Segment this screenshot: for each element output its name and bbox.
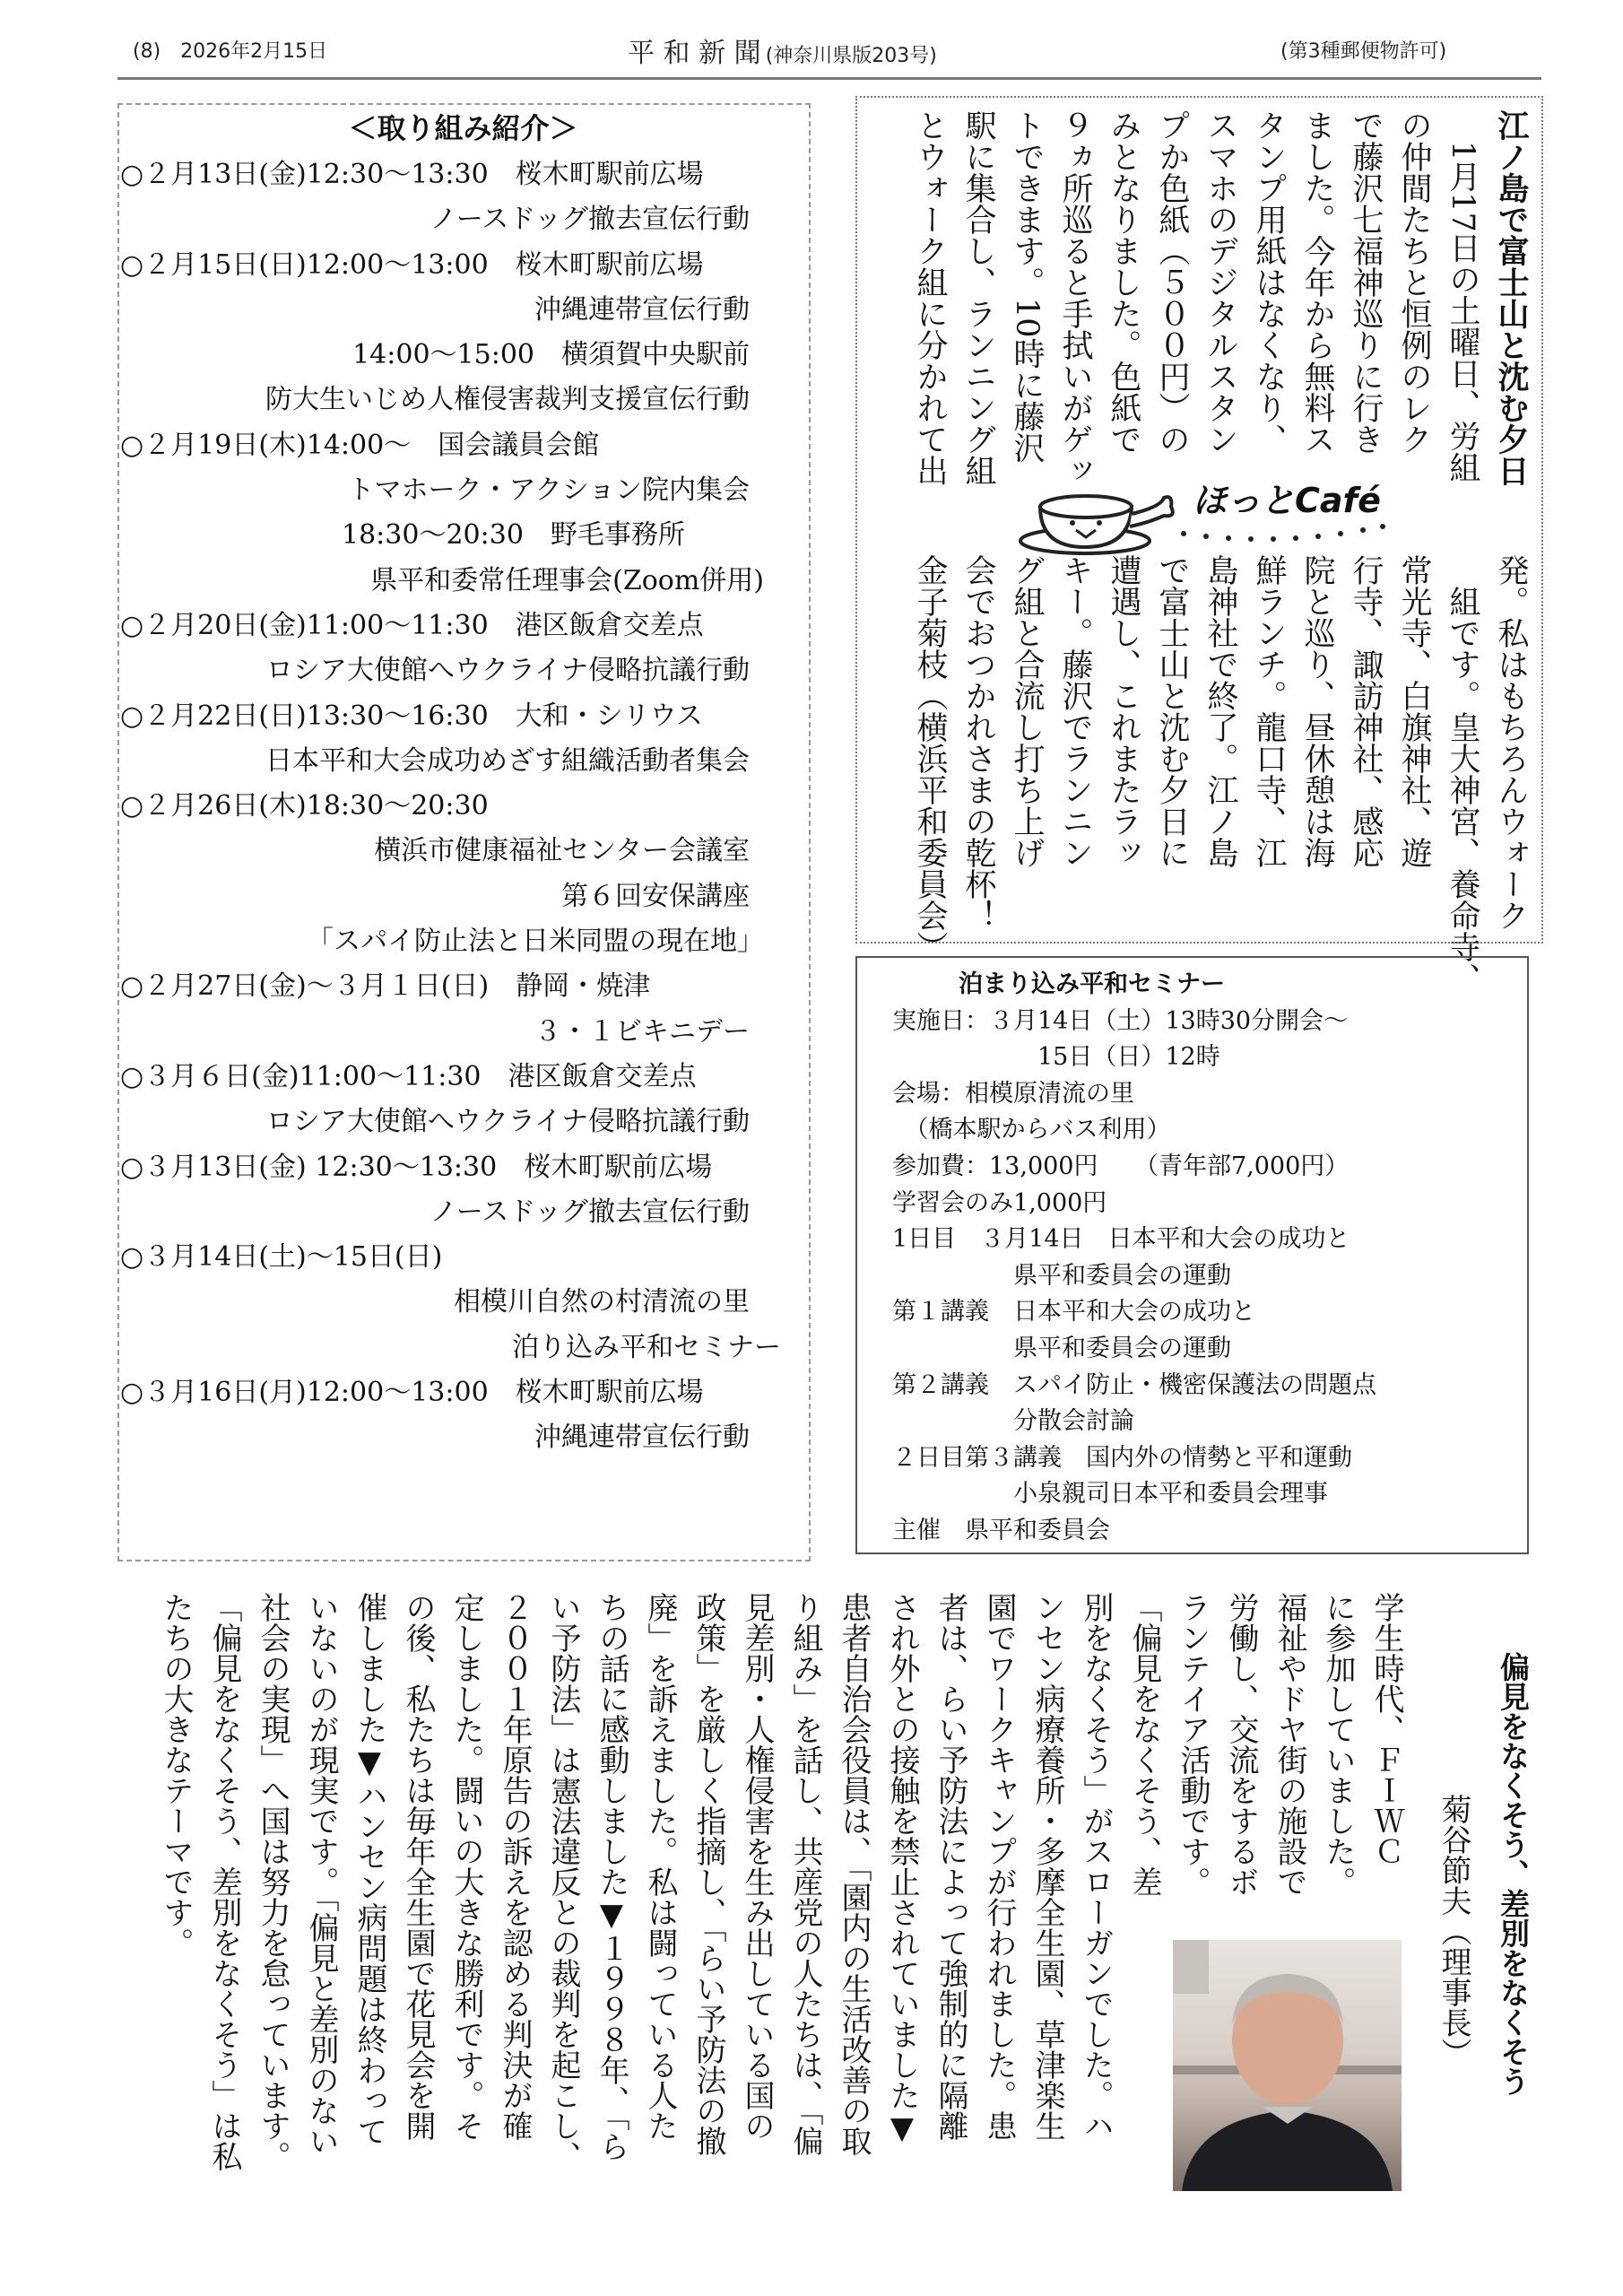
seminar-line: 15日（日）12時 [892, 1043, 1220, 1072]
schedule-line: 14:00～15:00 横須賀中央駅前 [352, 339, 750, 371]
schedule-line: ○３月13日(金) 12:30～13:30 桜木町駅前広場 [120, 1151, 713, 1183]
column-author: 菊谷節夫（理事長） [1436, 1794, 1471, 2068]
seminar-line: （橋本駅からバス利用） [892, 1116, 1171, 1144]
article-column: ９ヵ所巡ると手拭いがゲッ [1057, 109, 1093, 486]
article-column: ２００１年原告の訴えを認める判決が確 [497, 1592, 533, 2141]
article-byline: 金子菊枝（横浜平和委員会） [912, 554, 948, 962]
schedule-line: 第６回安保講座 [561, 880, 750, 912]
article-column: ンセン病療養所・多摩全生園、草津楽生 [1029, 1592, 1065, 2141]
schedule-line: 18:30～20:30 野毛事務所 [342, 519, 685, 552]
seminar-line: 主催 県平和委員会 [892, 1516, 1110, 1544]
seminar-line: 会場：相模原清流の里 [892, 1079, 1134, 1108]
article-column: 労働し、交流をするボ [1223, 1592, 1259, 1897]
seminar-title: 泊まり込み平和セミナー [959, 970, 1225, 998]
article-column: に参加していました。 [1320, 1592, 1356, 1897]
article-column: スマホのデジタルスタン [1202, 109, 1238, 455]
author-photo [1173, 1940, 1402, 2191]
enoshima-title: 江ノ島で富士山と沈む夕日 [1493, 109, 1529, 486]
schedule-line: ロシア大使館へウクライナ侵略抗議行動 [265, 655, 750, 687]
postal-permit: (第3種郵便物許可) [1280, 40, 1447, 63]
article-column: 見差別・人権侵害を生み出している国の [739, 1592, 775, 2141]
article-column: で富士山と沈む夕日に [1154, 554, 1190, 868]
portrait-image [1173, 1940, 1402, 2191]
article-column: の仲間たちと恒例のレク [1396, 109, 1432, 455]
article-column: タンプ用紙はなくなり、 [1251, 109, 1287, 455]
article-column: 発。私はもちろんウォーク [1493, 554, 1529, 931]
seminar-line: ２日目第３講義 国内外の情勢と平和運動 [892, 1443, 1352, 1472]
schedule-line: 沖縄連帯宣伝行動 [534, 1422, 750, 1454]
article-column: で藤沢七福神巡りに行き [1348, 109, 1384, 455]
seminar-line: 分散会討論 [892, 1407, 1134, 1436]
schedule-list [120, 152, 781, 1461]
schedule-line: ○２月13日(金)12:30～13:30 桜木町駅前広場 [120, 159, 704, 190]
schedule-line: ○２月26日(木)18:30～20:30 [120, 790, 489, 822]
schedule-line: ○３月16日(月)12:00～13:00 桜木町駅前広場 [120, 1377, 704, 1409]
schedule-line: ○２月15日(日)12:00～13:00 桜木町駅前広場 [120, 248, 704, 281]
schedule-line: ○２月19日(木)14:00～ 国会議員会館 [120, 429, 600, 461]
article-column: 常光寺、白旗神社、遊 [1396, 554, 1432, 868]
article-column: 島神社で終了。江ノ島 [1202, 554, 1238, 868]
schedule-line: ３・１ビキニデー [534, 1015, 750, 1048]
article-column: グ組と合流し打ち上げ [1009, 554, 1045, 868]
schedule-line: 日本平和大会成功めざす組織活動者集会 [265, 744, 750, 777]
article-column: い予防法」は憲法違反との裁判を起こし、 [545, 1592, 581, 2171]
article-column: ました。今年から無料ス [1299, 109, 1335, 455]
schedule-line: 横浜市健康福祉センター会議室 [374, 835, 750, 867]
article-column: 組です。皇大神宮、養命寺、 [1445, 586, 1480, 994]
article-column: いないのが現実です。「偏見と差別のない [303, 1592, 339, 2156]
seminar-line: 第２講義 スパイ防止・機密保護法の問題点 [892, 1370, 1376, 1399]
page-number-date: (8) 2026年2月15日 [133, 40, 328, 63]
schedule-line: トマホーク・アクション院内集会 [347, 474, 750, 507]
article-column: り組み」を話し、共産党の人たちは、「偏 [787, 1592, 823, 2156]
cafe-logo-text: ほっとCafé [1193, 481, 1381, 520]
article-column: 催しました▼ハンセン病問題は終わって [352, 1592, 387, 2146]
header-rule [117, 77, 1541, 80]
schedule-line: ノースドッグ撤去宣伝行動 [430, 1196, 750, 1228]
paper-name: 平 和 新 聞 [628, 38, 761, 69]
schedule-line: ノースドッグ撤去宣伝行動 [430, 204, 750, 236]
article-column: ランテイア活動です。 [1175, 1592, 1211, 1897]
article-column: プか色紙（５００円）の [1154, 109, 1190, 455]
article-column: 「偏見をなくそう、差別をなくそう」は私 [206, 1592, 242, 2171]
article-column: トできます。10時に藤沢 [1009, 109, 1045, 464]
masthead [628, 30, 937, 70]
seminar-line: 実施日：３月14日（土）13時30分開会～ [892, 1006, 1349, 1035]
hotto-cafe-logo [1013, 471, 1408, 561]
article-column: ちの話に感動しました▼１９９８年、「ら [594, 1592, 629, 2161]
article-column: 園でワークキャンプが行われました。患 [981, 1592, 1017, 2141]
article-column: 福祉やドヤ街の施設で [1271, 1592, 1307, 1897]
article-column: 院と巡り、昼休憩は海 [1299, 554, 1335, 868]
seminar-details [892, 967, 1520, 1550]
article-column: され外との接触を禁止されていました▼ [884, 1592, 920, 2146]
edition: (神奈川県版203号) [765, 45, 937, 67]
article-column: 廃」を訴えました。私は闘っている人た [642, 1592, 678, 2141]
article-column: とウォーク組に分かれて出 [912, 109, 948, 486]
article-column: 鮮ランチ。龍口寺、江 [1251, 554, 1287, 868]
schedule-line: ○２月22日(日)13:30～16:30 大和・シリウス [120, 700, 703, 732]
seminar-line: 第１講義 日本平和大会の成功と [892, 1298, 1255, 1326]
seminar-line: 県平和委員会の運動 [892, 1261, 1231, 1290]
article-column: 行寺、諏訪神社、感応 [1348, 554, 1384, 868]
schedule-line: 「スパイ防止法と日米同盟の現在地」 [307, 926, 764, 958]
schedule-line: ○２月20日(金)11:00～11:30 港区飯倉交差点 [120, 609, 704, 641]
article-column: 「偏見をなくそう、差 [1126, 1592, 1162, 1897]
schedule-line: 防大生いじめ人権侵害裁判支援宣伝行動 [265, 384, 750, 416]
seminar-line: 1日目 ３月14日 日本平和大会の成功と [892, 1225, 1350, 1254]
article-column: 定しました。闘いの大きな勝利です。そ [448, 1592, 484, 2141]
article-column: の後、私たちは毎年全生園で花見会を開 [400, 1592, 436, 2141]
schedule-line: ロシア大使館へウクライナ侵略抗議行動 [265, 1106, 750, 1138]
article-column: キー。藤沢でランニン [1057, 554, 1093, 868]
article-column: 患者自治会役員は、「園内の生活改善の取 [836, 1592, 872, 2156]
schedule-line: ○２月27日(金)～３月１日(日) 静岡・焼津 [120, 970, 651, 1003]
schedule-line: 県平和委常任理事会(Zoom併用) [370, 564, 764, 596]
article-column: 学生時代、ＦＩＷＣ [1368, 1592, 1404, 1866]
article-column: 社会の実現」へ国は努力を怠っています。 [255, 1592, 291, 2171]
article-column: みとなりました。色紙で [1106, 109, 1141, 455]
article-column: 会でおつかれさまの乾杯！ [960, 554, 996, 931]
schedule-line: 泊り込み平和セミナー [512, 1331, 781, 1363]
schedule-title: ＜取り組み紹介＞ [348, 111, 578, 145]
seminar-line: 学習会のみ1,000円 [892, 1188, 1107, 1217]
article-column: 者は、らい予防法によって強制的に隔離 [933, 1592, 968, 2141]
seminar-line: 小泉親司日本平和委員会理事 [892, 1480, 1328, 1509]
enoshima-article-top [906, 109, 1535, 522]
article-column: 遭遇し、これまたラッ [1106, 554, 1141, 868]
article-column: 政策」を厳しく指摘し、「らい予防法の撤 [690, 1592, 726, 2156]
schedule-line: ○３月６日(金)11:00～11:30 港区飯倉交差点 [120, 1060, 697, 1092]
column-title: 偏見をなくそう、差別をなくそう [1496, 1652, 1531, 2096]
schedule-line: 相模川自然の村清流の里 [454, 1286, 750, 1318]
article-column: 駅に集合し、ランニング組 [960, 109, 996, 486]
seminar-line: 参加費：13,000円 （青年部7,000円） [892, 1152, 1350, 1180]
article-column: 1月17日の土曜日、労組 [1445, 141, 1480, 483]
article-column: 別をなくそう」がスローガンでした。ハ [1078, 1592, 1114, 2141]
seminar-line: 県平和委員会の運動 [892, 1334, 1231, 1362]
schedule-line: ○３月14日(土)～15日(日) [120, 1241, 443, 1274]
article-column: たちの大きなテーマです。 [158, 1592, 194, 1958]
schedule-line: 沖縄連帯宣伝行動 [534, 293, 750, 326]
